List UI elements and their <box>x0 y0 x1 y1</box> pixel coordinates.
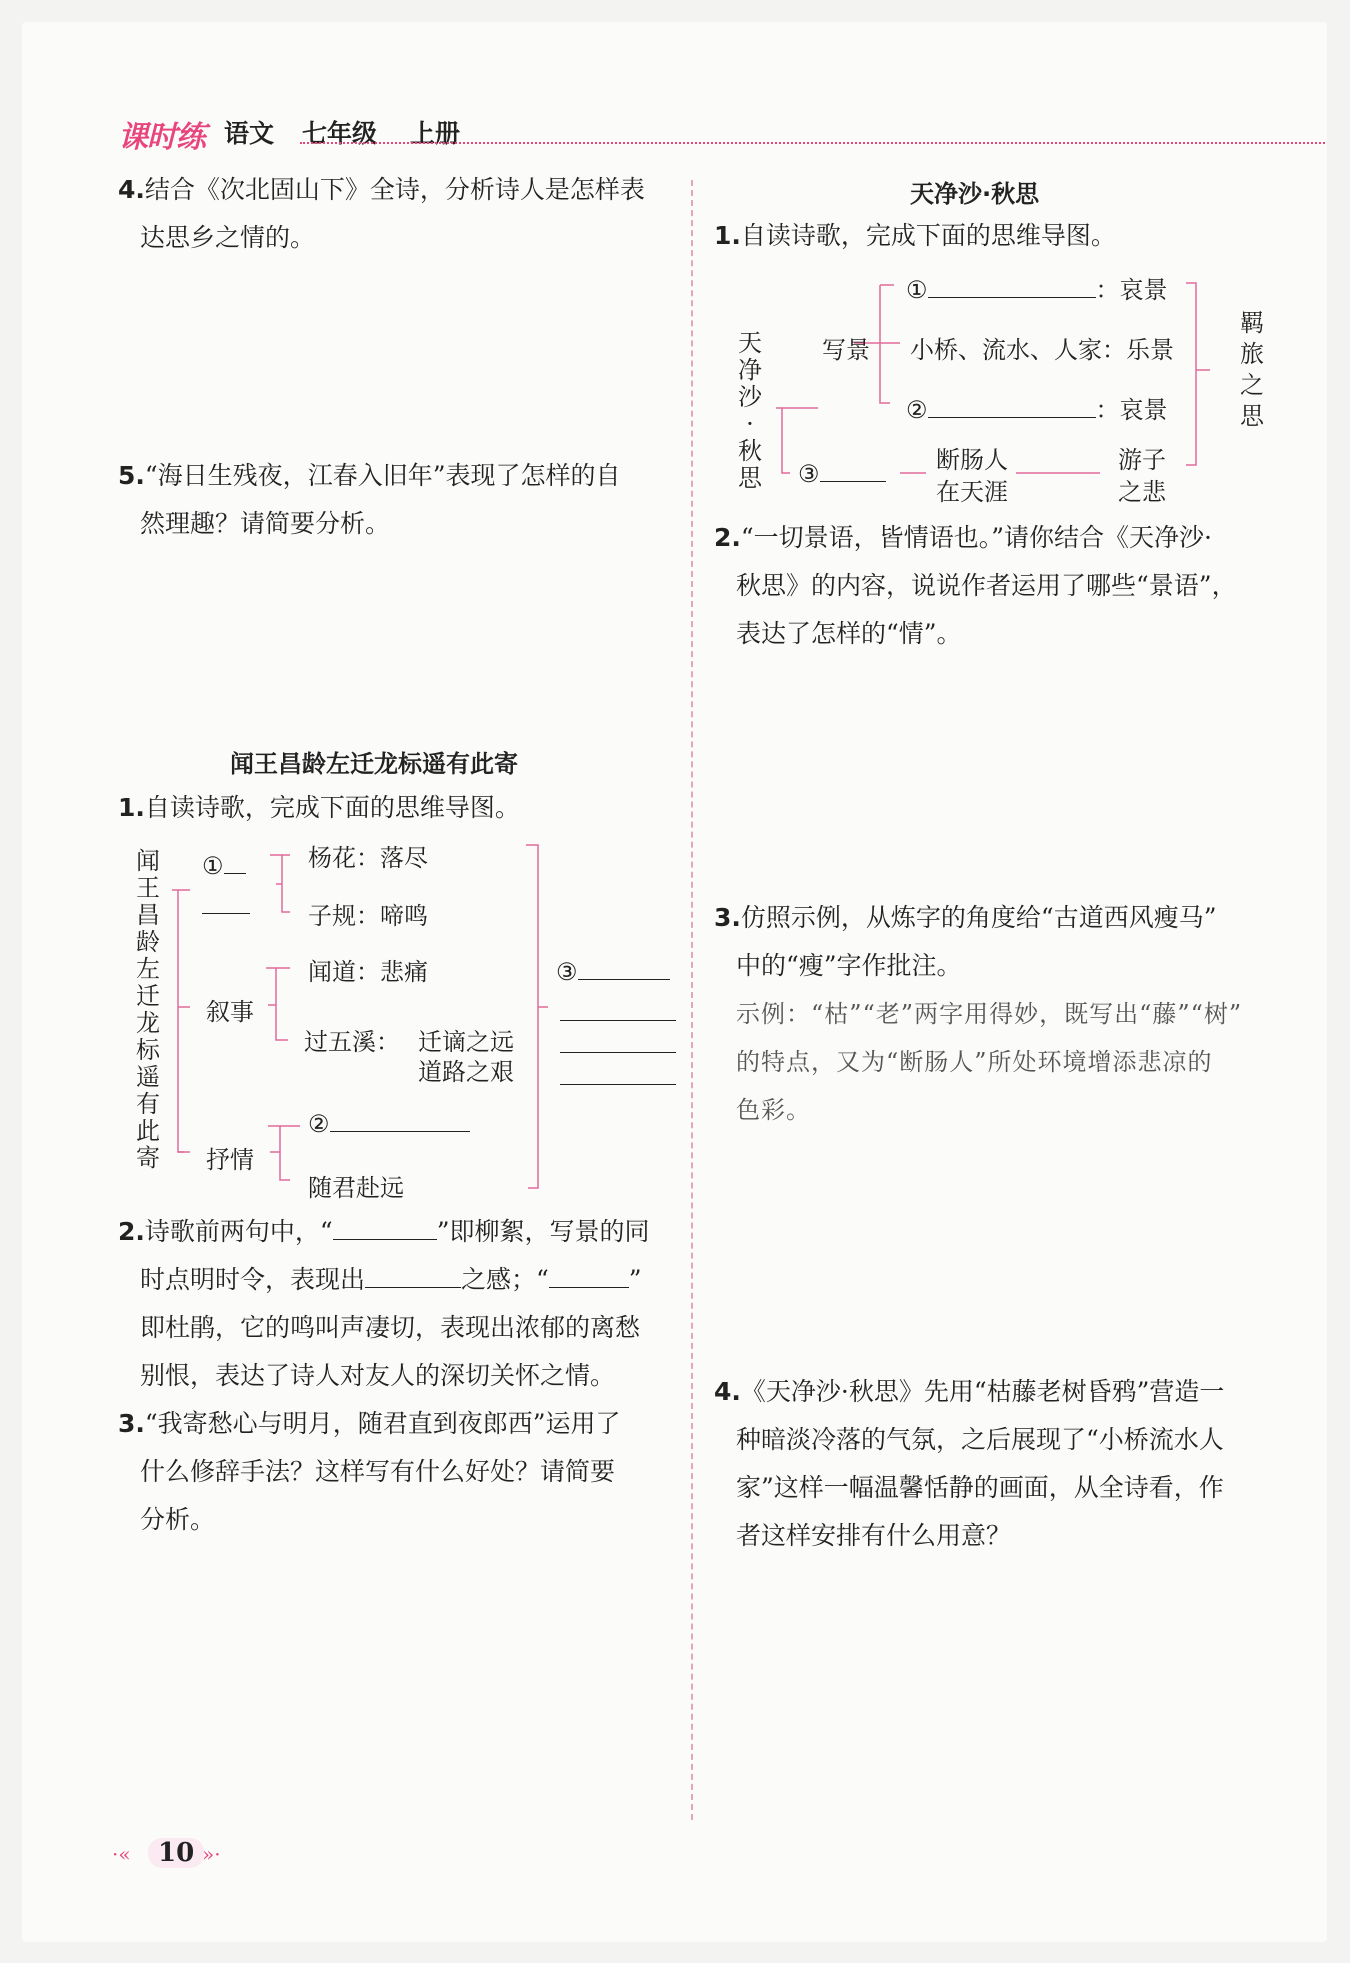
left-mindmap-suijun: 随君赴远 <box>308 1174 404 1202</box>
header-volume: 上册 <box>410 119 461 148</box>
right-mindmap-xiaoqiao: 小桥、流水、人家：乐景 <box>910 336 1174 364</box>
right-mindmap-blank-3: ③ <box>798 460 886 488</box>
header-rule <box>300 142 1325 144</box>
left-mindmap-blank-2: ② <box>308 1110 470 1138</box>
q2-blank-2[interactable] <box>365 1287 461 1288</box>
page-number: 10 <box>148 1838 204 1868</box>
right-mindmap-xiejing: 写景 <box>822 336 870 364</box>
left-mindmap-xushi: 叙事 <box>206 998 254 1026</box>
left-mindmap-blank-3-line-2 <box>560 1020 676 1021</box>
right-mindmap-youzi-1: 游子 <box>1118 446 1166 474</box>
left-mindmap-blank-3-line-4 <box>560 1084 676 1085</box>
right-question-2: 2.“一切景语，皆情语也。”请你结合《天净沙· 秋思》的内容，说说作者运用了哪些“景语”， 表达了怎样的“情”。 <box>714 523 1237 648</box>
left-mindmap-shuqing: 抒情 <box>206 1146 254 1174</box>
right-mindmap-jilv: 羁旅之思 <box>1240 309 1264 430</box>
right-mindmap-blank-2: ② ：哀景 <box>906 396 1168 424</box>
header-subject: 语文 <box>224 119 275 148</box>
right-mindmap-root: 天净沙·秋思 <box>738 329 762 492</box>
left-question-5: 5.“海日生残夜，江春入旧年”表现了怎样的自 然理趣？请简要分析。 <box>118 461 621 538</box>
left-mindmap-blank-1: ① <box>202 852 246 880</box>
left-mindmap-guowuxi: 过五溪： <box>304 1028 400 1056</box>
left-mindmap-qianzhe-1: 迁谪之远 <box>418 1028 514 1056</box>
header-grade: 七年级 <box>302 119 378 148</box>
left-question-1: 1.自读诗歌，完成下面的思维导图。 <box>118 793 520 822</box>
left-question-4: 4.结合《次北固山下》全诗，分析诗人是怎样表 达思乡之情的。 <box>118 175 645 252</box>
left-mindmap-yanghua: 杨花：落尽 <box>308 844 428 872</box>
right-mindmap-blank-1: ① ：哀景 <box>906 276 1168 304</box>
q2-blank-3[interactable] <box>549 1287 629 1288</box>
left-mindmap-zigui: 子规：啼鸣 <box>308 902 428 930</box>
column-divider <box>691 180 693 1820</box>
right-question-4: 4.《天净沙·秋思》先用“枯藤老树昏鸦”营造一 种暗淡冷落的气氛，之后展现了“小桥流水人 家”这样一幅温馨恬静的画面，从全诗看，作 者这样安排有什么用意？ <box>714 1377 1225 1550</box>
right-question-1: 1.自读诗歌，完成下面的思维导图。 <box>714 221 1116 250</box>
right-mindmap-youzi-2: 之悲 <box>1118 478 1166 506</box>
right-mindmap-duanchang-2: 在天涯 <box>936 478 1008 506</box>
left-mindmap-blank-3: ③ <box>556 958 670 986</box>
left-mindmap-wendao: 闻道：悲痛 <box>308 958 428 986</box>
left-mindmap-blank-1-line <box>202 913 250 914</box>
right-poem-title: 天净沙·秋思 <box>910 180 1040 208</box>
left-mindmap-blank-3-line-3 <box>560 1052 676 1053</box>
brand-logo: 课时练 <box>118 120 205 155</box>
page-number-deco-right: »· <box>202 1842 221 1866</box>
right-question-3: 3.仿照示例，从炼字的角度给“古道西风瘦马” 中的“瘦”字作批注。 <box>714 903 1217 980</box>
right-mindmap-duanchang-1: 断肠人 <box>936 446 1008 474</box>
right-mindmap-lines <box>0 0 1 1</box>
left-mindmap-root: 闻王昌龄左迁龙标遥有此寄 <box>136 847 160 1172</box>
page-number-deco-left: ·« <box>112 1842 131 1866</box>
left-question-3: 3.“我寄愁心与明月，随君直到夜郎西”运用了 什么修辞手法？这样写有什么好处？请简要 分析。 <box>118 1409 621 1534</box>
q2-blank-1[interactable] <box>333 1239 437 1240</box>
left-poem-title: 闻王昌龄左迁龙标遥有此寄 <box>230 750 518 778</box>
left-mindmap-qianzhe-2: 道路之艰 <box>418 1058 514 1086</box>
right-example: 示例：“枯”“老”两字用得妙，既写出“藤”“树” 的特点，又为“断肠人”所处环境增添悲凉的 色彩。 <box>736 1000 1243 1124</box>
left-question-2: 2.诗歌前两句中，“ ”即柳絮，写景的同 时点明时令，表现出 之感；“ ” 即杜鹃，它的鸣叫声凄切，表现出浓郁的离愁 别恨，表达了诗人对友人的深切关怀之情。 <box>118 1217 650 1390</box>
